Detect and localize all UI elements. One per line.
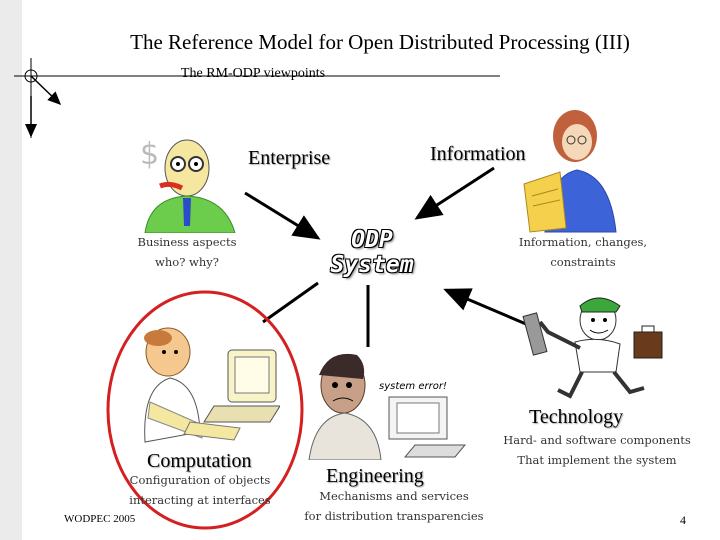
computation-description xyxy=(120,470,280,510)
odp-system-label xyxy=(308,228,436,278)
information-woman-icon xyxy=(520,104,620,234)
information-viewpoint-label: Information xyxy=(430,143,526,165)
odp-system-line2: System xyxy=(330,252,414,278)
computation-description-line1: Configuration of objects xyxy=(129,473,271,487)
information-description xyxy=(508,232,658,272)
technology-description xyxy=(492,430,702,470)
enterprise-description xyxy=(112,232,262,272)
slide-subtitle: The RM-ODP viewpoints xyxy=(180,66,326,81)
line-computation xyxy=(263,283,318,322)
enterprise-viewpoint-label: Enterprise xyxy=(248,147,331,169)
technology-repairman-icon xyxy=(520,292,670,402)
information-description-line1: Information, changes, xyxy=(518,235,648,249)
page-number: 4 xyxy=(680,513,686,527)
enterprise-description-line2: who? why? xyxy=(155,255,219,269)
odp-system-line1: ODP xyxy=(351,227,393,253)
computation-programmer-icon xyxy=(130,322,280,447)
enterprise-description-line1: Business aspects xyxy=(137,235,237,249)
technology-description-line1: Hard- and software components xyxy=(503,433,691,447)
svg-text:$: $ xyxy=(140,137,160,172)
engineering-description-line2: for distribution transparencies xyxy=(304,509,484,523)
arrow-information xyxy=(417,168,494,218)
engineering-description xyxy=(296,486,492,526)
computation-description-line2: interacting at interfaces xyxy=(129,493,271,507)
engineering-viewpoint-label: Engineering xyxy=(326,465,424,487)
information-description-line2: constraints xyxy=(550,255,616,269)
footer-text: WODPEC 2005 xyxy=(64,513,136,525)
technology-viewpoint-label: Technology xyxy=(529,406,624,428)
computation-viewpoint-label: Computation xyxy=(147,450,252,472)
enterprise-businessman-icon xyxy=(130,128,245,233)
engineering-screen-text: system error! xyxy=(379,381,447,392)
slide-title: The Reference Model for Open Distributed Processing (III) xyxy=(130,30,630,54)
technology-description-line2: That implement the system xyxy=(517,453,677,467)
engineering-tired-engineer-icon xyxy=(305,345,470,460)
engineering-description-line1: Mechanisms and services xyxy=(319,489,469,503)
